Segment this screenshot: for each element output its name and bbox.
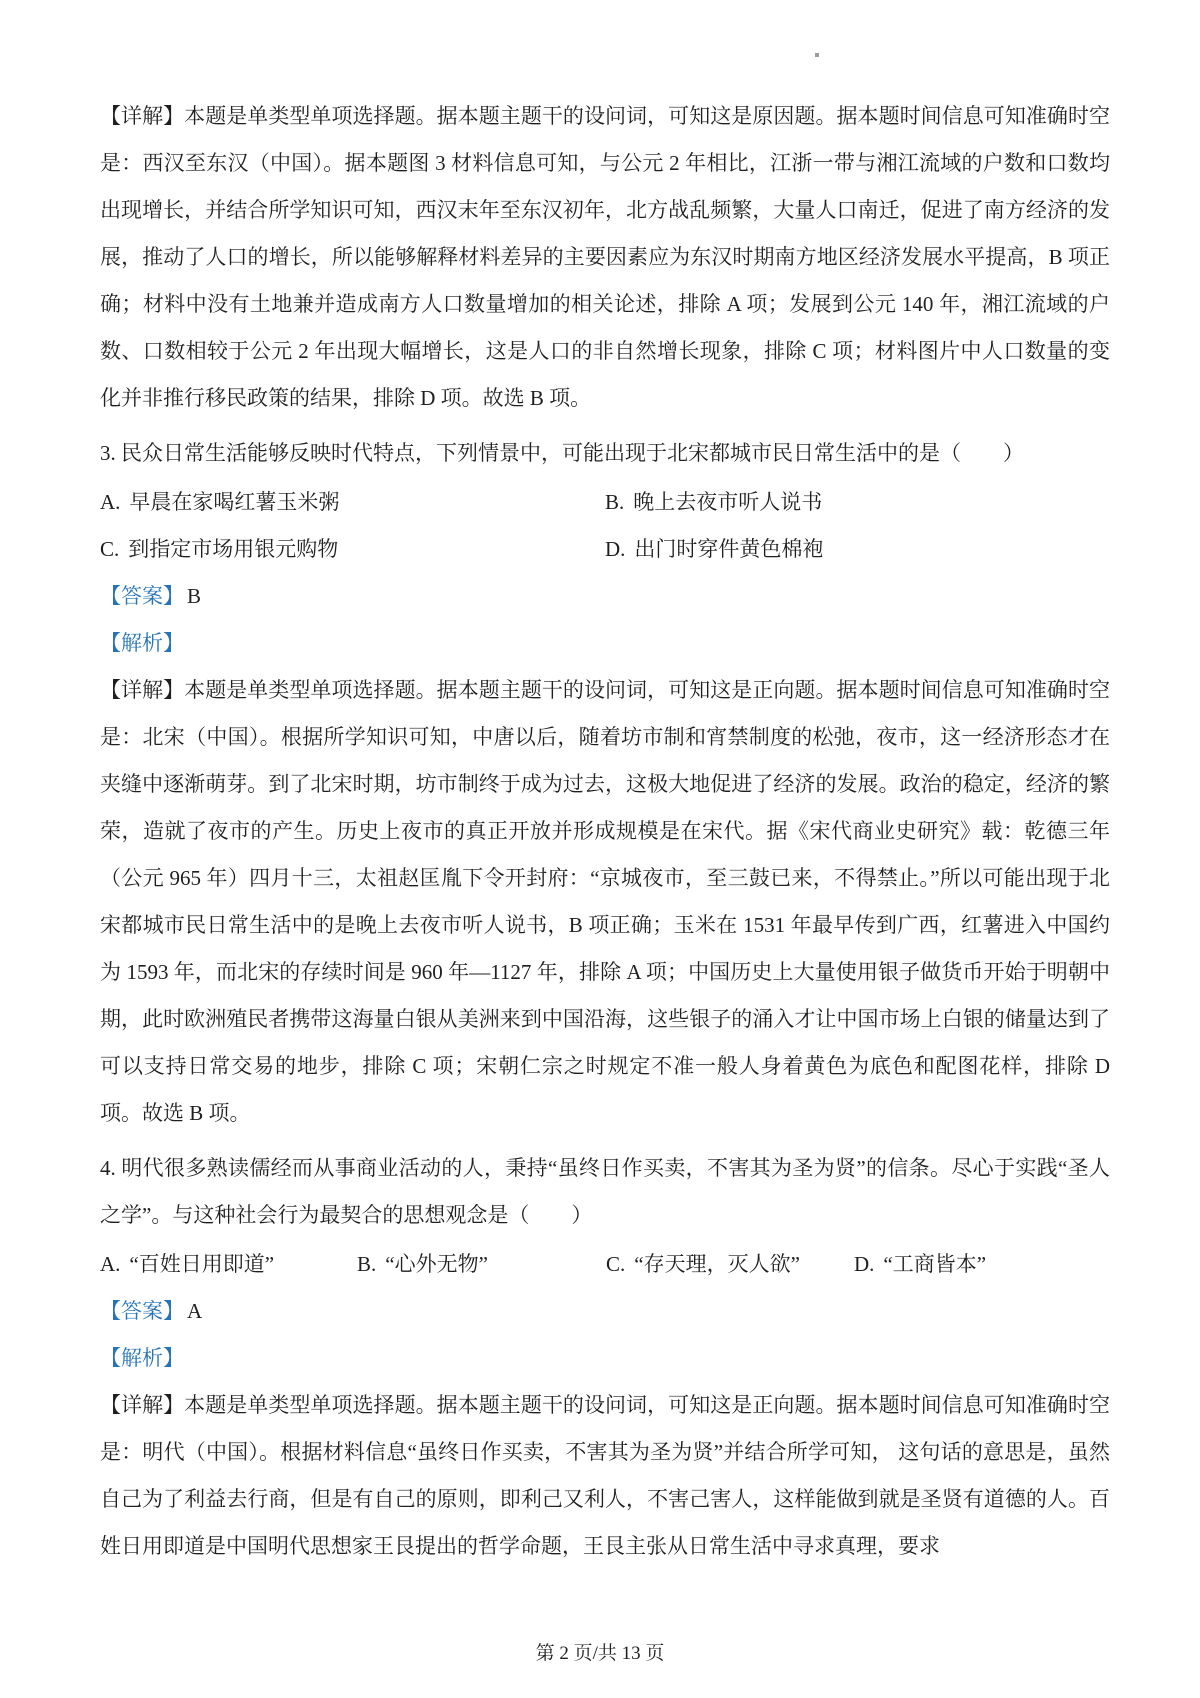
scan-speck-artifact: [815, 53, 819, 57]
question-3-option-c: [100, 526, 605, 573]
option-text: “工商皆本”: [883, 1252, 987, 1276]
question-4-options: [100, 1241, 1110, 1288]
page-number-footer: 第 2 页/共 13 页: [535, 1643, 665, 1664]
option-letter: C.: [100, 537, 120, 561]
question-3-option-b: [605, 479, 1110, 526]
option-letter: C.: [606, 1252, 626, 1276]
option-letter: B.: [605, 490, 625, 514]
option-text: “百姓日用即道”: [129, 1252, 275, 1276]
option-text: “存天理，灭人欲”: [634, 1252, 800, 1276]
question-4-answer-line: [100, 1288, 1110, 1335]
question-4-option-a: [100, 1241, 357, 1288]
question-3-answer-line: [100, 573, 1110, 620]
option-letter: A.: [100, 1252, 121, 1276]
option-text: 晚上去夜市听人说书: [633, 490, 823, 514]
option-text: 出门时穿件黄色棉袍: [634, 537, 824, 561]
option-text: 到指定市场用银元购物: [128, 537, 339, 561]
option-text: 早晨在家喝红薯玉米粥: [129, 490, 340, 514]
question-4-option-b: [357, 1241, 606, 1288]
question-4-stem: 4. 明代很多熟读儒经而从事商业活动的人，秉持“虽终日作买卖，不害其为圣为贤”的信条。尽心于实践“圣人之学”。与这种社会行为最契合的思想观念是（ ）: [100, 1156, 1110, 1227]
explanation-q2-detail: 【详解】本题是单类型单项选择题。据本题主题干的设问词，可知这是原因题。据本题时间信息可知准确时空是：西汉至东汉（中国）。据本题图 3 材料信息可知，与公元 2 年相比，江浙一带与湘江流域的户数和口数均出现增长，并结合所学知识可知，西汉末年至东汉初年，北方战乱频繁，大量人口南迁，促进了南方经济的发展，推动了人口的增长，所以能够解释材料差异的主要因素应为东汉时期南方地区经济发展水平提高，B 项正确；材料中没有土地兼并造成南方人口数量增加的相关论述，排除 A 项；发展到公元 140 年，湘江流域的户数、口数相较于公元 2 年出现大幅增长，这是人口的非自然增长现象，排除 C 项；材料图片中人口数量的变化并非推行移民政策的结果，排除 D 项。故选 B 项。: [100, 104, 1110, 410]
question-3-analysis-line: [100, 620, 1110, 667]
analysis-label: 【解析】: [100, 1346, 184, 1370]
option-text: “心外无物”: [385, 1252, 488, 1276]
question-4-analysis-line: [100, 1335, 1110, 1382]
option-letter: D.: [854, 1252, 875, 1276]
option-letter: D.: [605, 537, 626, 561]
analysis-label: 【解析】: [100, 631, 184, 655]
question-3-detail: 【详解】本题是单类型单项选择题。据本题主题干的设问词，可知这是正向题。据本题时间信息可知准确时空是：北宋（中国）。根据所学知识可知，中唐以后，随着坊市制和宵禁制度的松弛，夜市，这一经济形态才在夹缝中逐渐萌芽。到了北宋时期，坊市制终于成为过去，这极大地促进了经济的发展。政治的稳定，经济的繁荣，造就了夜市的产生。历史上夜市的真正开放并形成规模是在宋代。据《宋代商业史研究》载：乾德三年（公元 965 年）四月十三，太祖赵匡胤下令开封府：“京城夜市，至三鼓已来，不得禁止。”所以可能出现于北宋都城市民日常生活中的是晚上去夜市听人说书，B 项正确；玉米在 1531 年最早传到广西，红薯进入中国约为 1593 年，而北宋的存续时间是 960 年—1127 年，排除 A 项；中国历史上大量使用银子做货币开始于明朝中期，此时欧洲殖民者携带这海量白银从美洲来到中国沿海，这些银子的涌入才让中国市场上白银的储量达到了可以支持日常交易的地步，排除 C 项；宋朝仁宗之时规定不准一般人身着黄色为底色和配图花样，排除 D 项。故选 B 项。: [100, 678, 1110, 1125]
question-3-option-a: [100, 479, 605, 526]
question-4-option-c: [606, 1241, 854, 1288]
option-letter: B.: [357, 1252, 377, 1276]
answer-label: 【答案】: [100, 1299, 184, 1323]
question-3-options: [100, 479, 1110, 573]
question-4-detail: 【详解】本题是单类型单项选择题。据本题主题干的设问词，可知这是正向题。据本题时间信息可知准确时空是：明代（中国）。根据材料信息“虽终日作买卖，不害其为圣为贤”并结合所学可知， 这句话的意思是，虽然自己为了利益去行商，但是有自己的原则，即利己又利人，不害己害人，这样能做到就是圣贤有道德的人。百姓日用即道是中国明代思想家王艮提出的哲学命题，王艮主张从日常生活中寻求真理，要求: [100, 1393, 1110, 1558]
answer-value: A: [187, 1299, 203, 1323]
question-3-stem: 3. 民众日常生活能够反映时代特点，下列情景中，可能出现于北宋都城市民日常生活中的是（ ）: [100, 441, 1024, 465]
option-letter: A.: [100, 490, 121, 514]
question-4-option-d: [854, 1241, 1110, 1288]
answer-label: 【答案】: [100, 584, 184, 608]
page-content: [100, 93, 1110, 1570]
answer-value: B: [187, 584, 202, 608]
question-3-option-d: [605, 526, 1110, 573]
